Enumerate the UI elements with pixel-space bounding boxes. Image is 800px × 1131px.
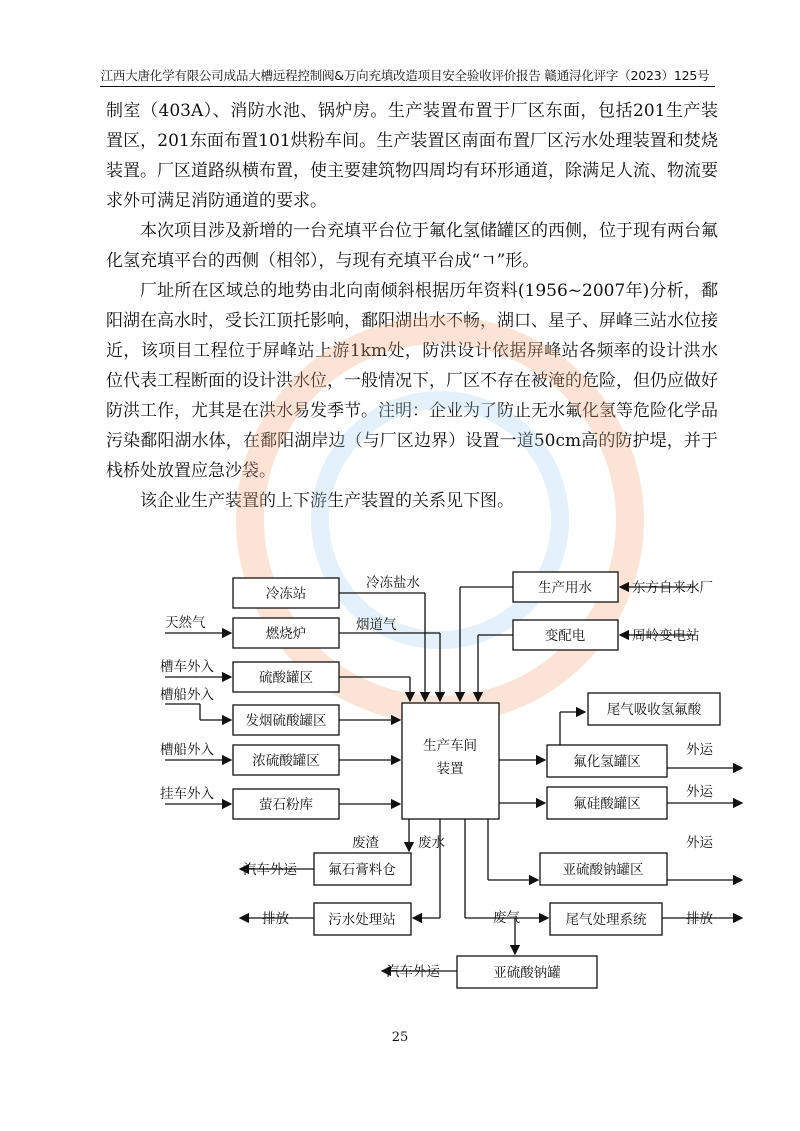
box-label: 萤石粉库 — [259, 797, 313, 813]
box-label: 浓硫酸罐区 — [252, 753, 320, 769]
input-label: 槽船外入 — [160, 687, 214, 703]
box-label: 变配电 — [544, 628, 586, 644]
box-label: 氟石膏料仓 — [328, 862, 396, 878]
box-label: 亚硫酸钠罐 — [493, 965, 561, 981]
output-label: 汽车外运 — [243, 862, 297, 878]
box-label: 氟化氢罐区 — [573, 754, 641, 770]
flow-label: 冷冻盐水 — [366, 575, 420, 591]
center-label: 生产车间 — [423, 738, 477, 754]
output-label: 排放 — [686, 911, 713, 927]
paragraph: 本次项目涉及新增的一台充填平台位于氟化氢储罐区的西侧，位于现有两台氟化氢充填平台的西侧（相邻），与现有充填平台成“ㄱ”形。 — [106, 221, 718, 271]
box-label: 发烟硫酸罐区 — [245, 713, 327, 729]
box-label: 尾气吸收氢氟酸 — [606, 702, 702, 718]
center-label: 装置 — [436, 761, 464, 777]
flow-label: 废渣 — [352, 835, 379, 851]
input-label: 挂车外入 — [160, 786, 214, 802]
source-label: 周岭变电站 — [632, 628, 700, 644]
output-label: 外运 — [686, 784, 713, 800]
box-label: 亚硫酸钠罐区 — [562, 862, 644, 878]
flow-label: 废气 — [493, 910, 520, 926]
page-header: 江西大唐化学有限公司成品大槽远程控制阀&万向充填改造项目安全验收评价报告 赣通浔化评字（2023）125号 — [100, 68, 710, 83]
box-label: 生产用水 — [538, 580, 592, 596]
box-label: 氟硅酸罐区 — [573, 796, 641, 812]
paragraph: 制室（403A）、消防水池、锅炉房。生产装置布置于厂区东面，包括201生产装置区，201东面布置101烘粉车间。生产装置区南面布置厂区污水处理装置和焚烧装置。厂区道路纵横布置，使主要建筑物四周均有环形通道，除满足人流、物流要求外可满足消防通道的要求。 — [106, 101, 718, 211]
paragraph: 厂址所在区域总的地势由北向南倾斜根据历年资料(1956~2007年)分析，鄱阳湖在高水时，受长江顶托影响，鄱阳湖出水不畅，湖口、星子、屏峰三站水位接近，该项目工程位于屏峰站上游1km处，防洪设计依据屏峰站各频率的设计洪水位代表工程断面的设计洪水位，一般情况下，厂区不存在被淹的危险，但仍应做好防洪工作，尤其是在洪水易发季节。注明：企业为了防止无水氟化氢等危险化学品污染鄱阳湖水体，在鄱阳湖岸边（与厂区边界）设置一道50cm高的防护堤，并于栈桥处放置应急沙袋。 — [106, 281, 718, 481]
box-label: 冷冻站 — [265, 586, 307, 602]
box-label: 尾气处理系统 — [565, 912, 647, 928]
output-label: 汽车外运 — [386, 964, 440, 980]
paragraph: 该企业生产装置的上下游生产装置的关系见下图。 — [140, 491, 514, 511]
page-number: 25 — [391, 1030, 409, 1045]
box-label: 污水处理站 — [328, 912, 396, 928]
source-label: 东方自来水厂 — [632, 580, 713, 596]
output-label: 外运 — [686, 835, 713, 851]
flow-label: 烟道气 — [356, 617, 397, 633]
box-label: 硫酸罐区 — [259, 670, 313, 686]
flow-label: 废水 — [418, 835, 445, 851]
input-label: 槽船外入 — [160, 742, 214, 758]
output-label: 排放 — [262, 911, 289, 927]
input-label: 槽车外入 — [160, 659, 214, 675]
output-label: 外运 — [686, 742, 713, 758]
box-label: 燃烧炉 — [265, 626, 307, 642]
input-label: 天然气 — [165, 615, 206, 631]
